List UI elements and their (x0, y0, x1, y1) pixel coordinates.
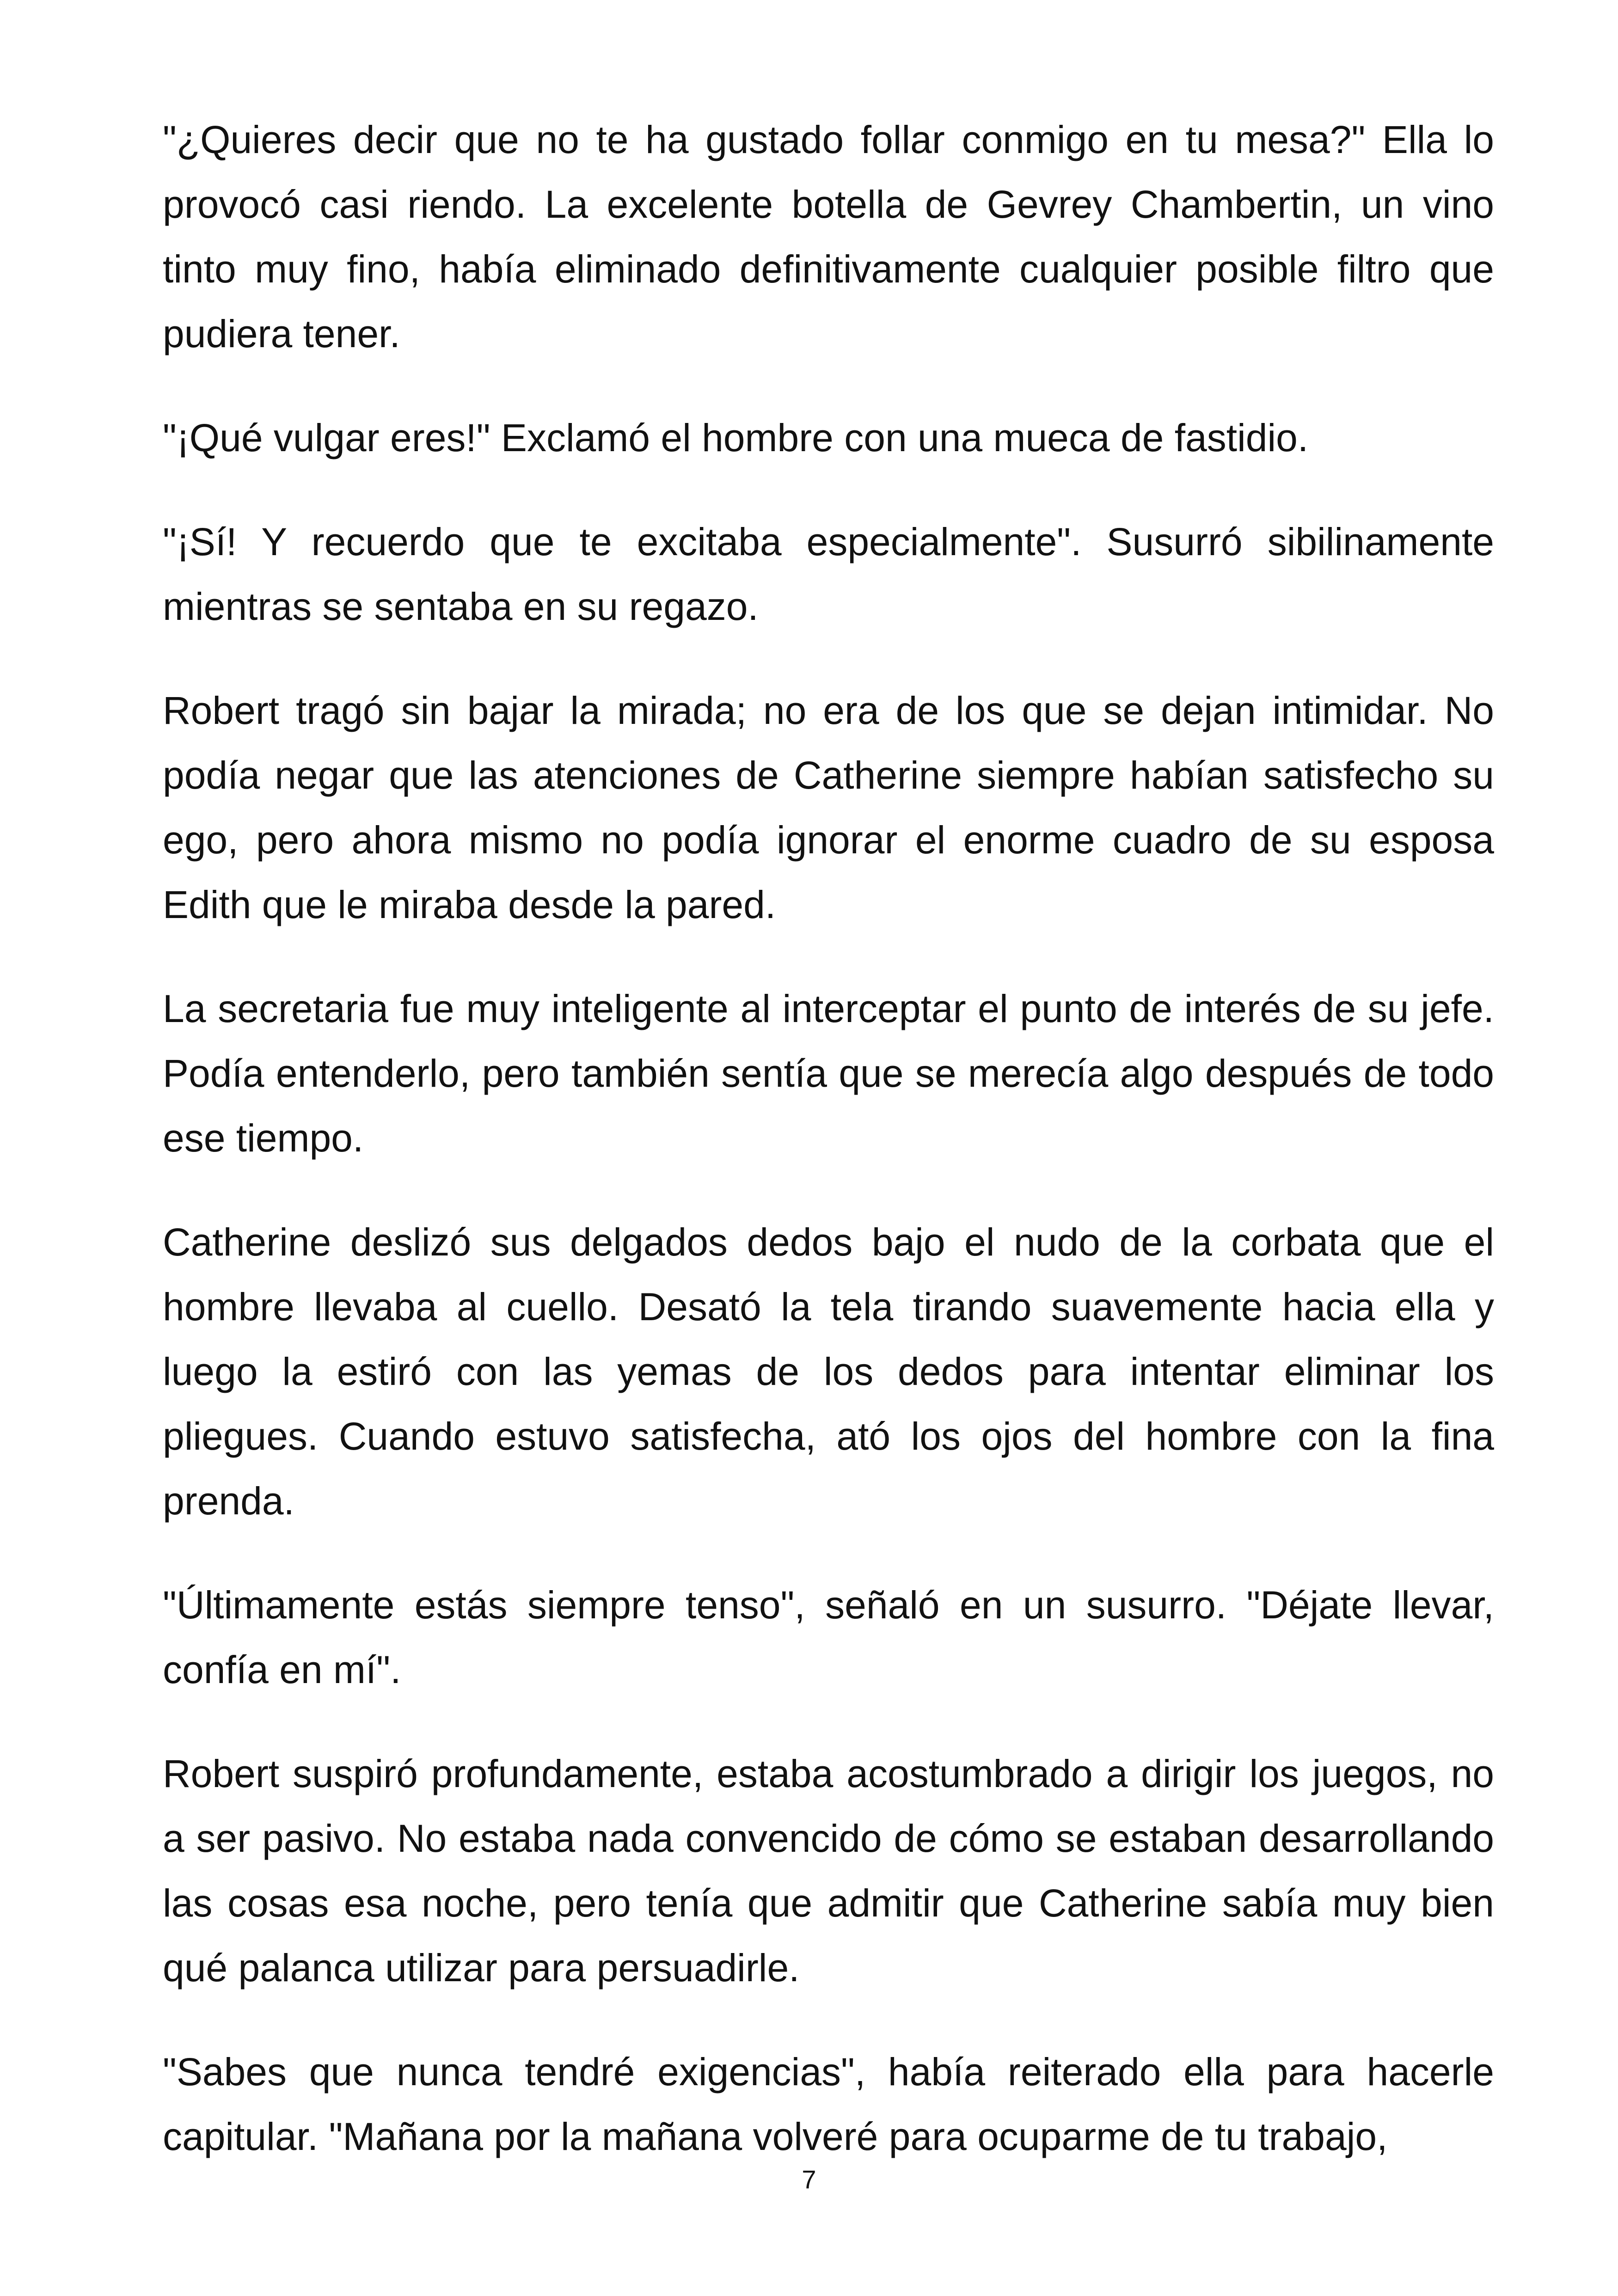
paragraph: Robert suspiró profundamente, estaba acostumbrado a dirigir los juegos, no a ser pasivo. No estaba nada convencido de cómo se estaban desarrollando las cosas esa noche, pero tenía que admitir que Catherine sabía muy bien qué palanca utilizar para persuadirle. (163, 1752, 1494, 1990)
paragraph: "¡Sí! Y recuerdo que te excitaba especialmente". Susurró sibilinamente mientras se sentaba en su regazo. (163, 520, 1494, 628)
paragraph: "Sabes que nunca tendré exigencias", había reiterado ella para hacerle capitular. "Mañana por la mañana volveré para ocuparme de tu trabajo, (163, 2050, 1494, 2158)
body-text (163, 107, 1494, 2169)
page-number: 7 (802, 2165, 816, 2194)
paragraph: "¿Quieres decir que no te ha gustado follar conmigo en tu mesa?" Ella lo provocó casi riendo. La excelente botella de Gevrey Chambertin, un vino tinto muy fino, había eliminado definitivamente cualquier posible filtro que pudiera tener. (163, 118, 1494, 355)
paragraph: Robert tragó sin bajar la mirada; no era de los que se dejan intimidar. No podía negar que las atenciones de Catherine siempre habían satisfecho su ego, pero ahora mismo no podía ignorar el enorme cuadro de su esposa Edith que le miraba desde la pared. (163, 689, 1494, 926)
paragraph: Catherine deslizó sus delgados dedos bajo el nudo de la corbata que el hombre llevaba al cuello. Desató la tela tirando suavemente hacia ella y luego la estiró con las yemas de los dedos para intentar eliminar los pliegues. Cuando estuvo satisfecha, ató los ojos del hombre con la fina prenda. (163, 1220, 1494, 1523)
paragraph: "¡Qué vulgar eres!" Exclamó el hombre con una mueca de fastidio. (163, 416, 1309, 459)
paragraph: "Últimamente estás siempre tenso", señaló en un susurro. "Déjate llevar, confía en mí". (163, 1583, 1494, 1691)
paragraph: La secretaria fue muy inteligente al interceptar el punto de interés de su jefe. Podía entenderlo, pero también sentía que se merecía algo después de todo ese tiempo. (163, 987, 1494, 1160)
